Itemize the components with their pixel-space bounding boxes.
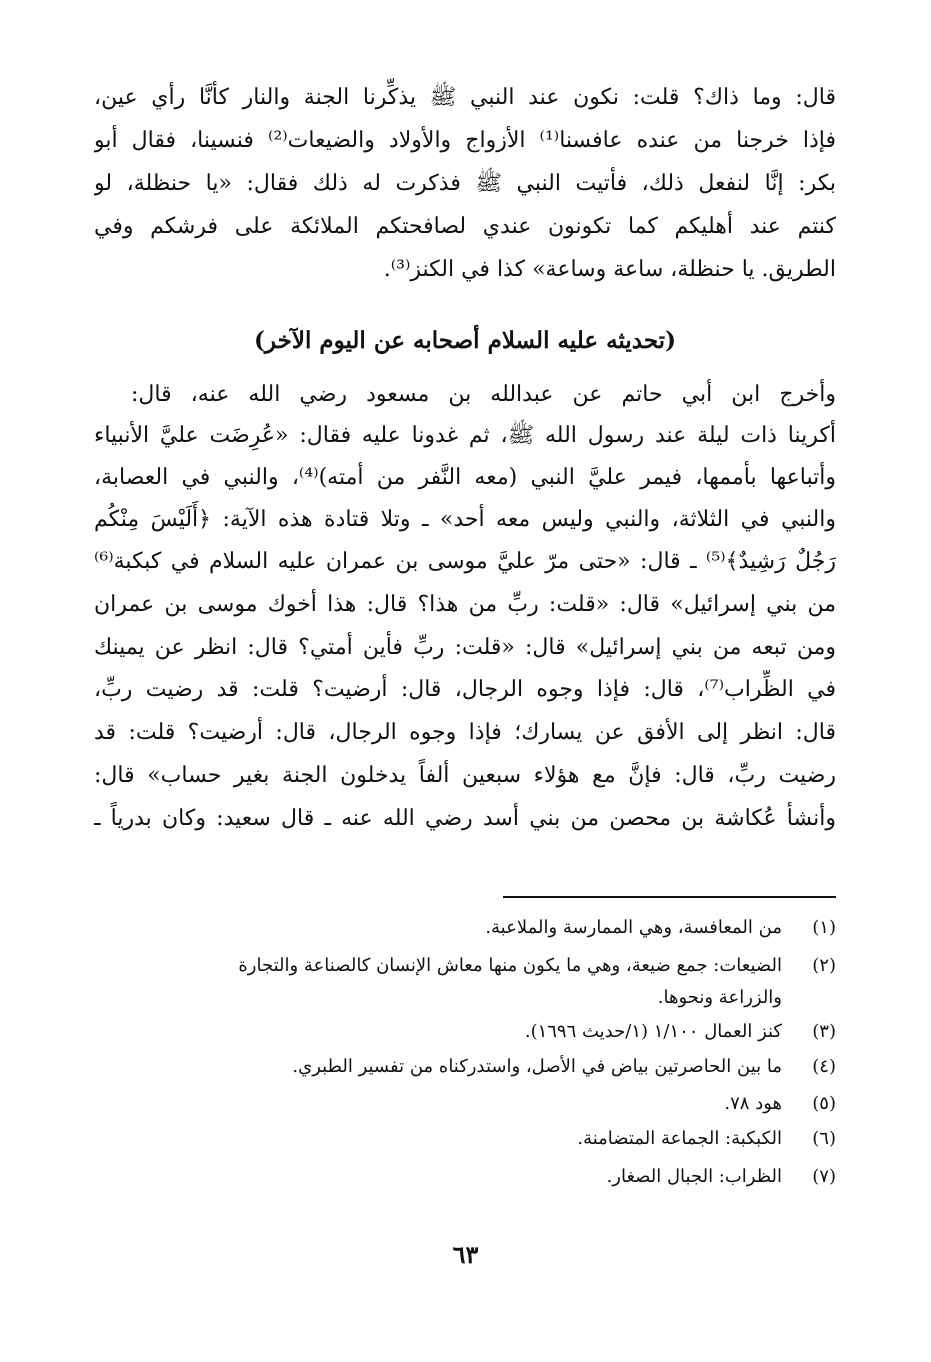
body-line: ومن تبعه من بني إسرائيل» قال: «قلت: ربِّ فأين أمتي؟ قال: انظر عن يمينك [94, 635, 836, 660]
footnote-number: (٣) [812, 1021, 836, 1042]
page-number: ٦٣ [452, 1240, 479, 1269]
footnote-number: (٥) [812, 1093, 836, 1114]
body-line: وأتباعها بأممها، فيمر عليَّ النبي (معه النَّفر من أمته)⁽⁴⁾، والنبي في العصابة، [94, 465, 836, 490]
footnote [94, 1017, 836, 1047]
footnote [94, 1162, 836, 1192]
footnote-text: الضيعات: جمع ضيعة، وهي ما يكون منها معاش الإنسان كالصناعة والتجارة [238, 955, 782, 976]
footnote-number: (٦) [812, 1128, 836, 1149]
footnote-text: ما بين الحاصرتين بياض في الأصل، واستدركناه من تفسير الطبري. [292, 1056, 782, 1077]
footnote-number: (٧) [812, 1166, 836, 1187]
body-line: فإذا خرجنا من عنده عافسنا⁽¹⁾ الأزواج والأولاد والضيعات⁽²⁾ فنسينا، فقال أبو [94, 128, 836, 153]
footnote [94, 1124, 836, 1154]
footnote-number: (١) [812, 917, 836, 938]
footnote-text: هود ٧٨. [724, 1093, 782, 1114]
footnote-text: كنز العمال ١/١٠٠ (١/حديث ١٦٩٦). [524, 1021, 782, 1042]
footnote-text: الظراب: الجبال الصغار. [606, 1166, 782, 1187]
footnote-text: الكبكبة: الجماعة المتضامنة. [577, 1128, 782, 1149]
body-line: الطريق. يا حنظلة، ساعة وساعة» كذا في الكنز⁽³⁾. [383, 257, 836, 282]
section-heading: (تحديثه عليه السلام أصحابه عن اليوم الآخر) [254, 327, 676, 354]
body-line: من بني إسرائيل» قال: «قلت: ربِّ من هذا؟ قال: هذا أخوك موسى بن عمران [94, 592, 836, 617]
body-line: كنتم عند أهليكم كما تكونون عندي لصافحتكم الملائكة على فرشكم وفي [94, 214, 836, 239]
body-line: بكر: إنَّا لنفعل ذلك، فأتيت النبي ﷺ فذكرت له ذلك فقال: «يا حنظلة، لو [94, 171, 836, 196]
footnote [94, 1052, 836, 1082]
footnote-separator [503, 896, 836, 898]
body-line: قال: وما ذاك؟ قلت: نكون عند النبي ﷺ يذكِّرنا الجنة والنار كأنَّا رأي عين، [94, 85, 836, 110]
footnote-continuation: والزراعة ونحوها. [657, 987, 782, 1008]
body-line: رَجُلٌ رَشِيدٌ﴾⁽⁵⁾ ـ قال: «حتى مرّ عليَّ موسى بن عمران عليه السلام في كبكبة⁽⁶⁾ [94, 549, 836, 574]
footnote [94, 913, 836, 943]
footnote-number: (٤) [812, 1056, 836, 1077]
footnote-number: (٢) [812, 955, 836, 976]
body-line: قال: انظر إلى الأفق عن يسارك؛ فإذا وجوه الرجال، قال: أرضيت؟ قلت: قد [94, 720, 836, 745]
body-line: في الظِّراب⁽⁷⁾، قال: فإذا وجوه الرجال، قال: أرضيت؟ قلت: قد رضيت ربِّ، [94, 677, 836, 702]
body-line: أكرينا ذات ليلة عند رسول الله ﷺ، ثم غدونا عليه فقال: «عُرِضَت عليَّ الأنبياء [94, 423, 836, 448]
footnote [94, 1089, 836, 1119]
footnote-text: من المعافسة، وهي الممارسة والملاعبة. [485, 917, 782, 938]
body-line: وأنشأ عُكاشة بن محصن من بني أسد رضي الله عنه ـ قال سعيد: وكان بدرياً ـ [94, 806, 836, 831]
footnote [94, 951, 836, 981]
body-line: وأخرج ابن أبي حاتم عن عبدالله بن مسعود رضي الله عنه، قال: [131, 382, 836, 407]
body-line: رضيت ربِّ، قال: فإنَّ مع هؤلاء سبعين ألفاً يدخلون الجنة بغير حساب» قال: [94, 763, 836, 788]
body-line: والنبي في الثلاثة، والنبي وليس معه أحد» ـ وتلا قتادة هذه الآية: ﴿أَلَيْسَ مِنْكُم [94, 507, 836, 532]
